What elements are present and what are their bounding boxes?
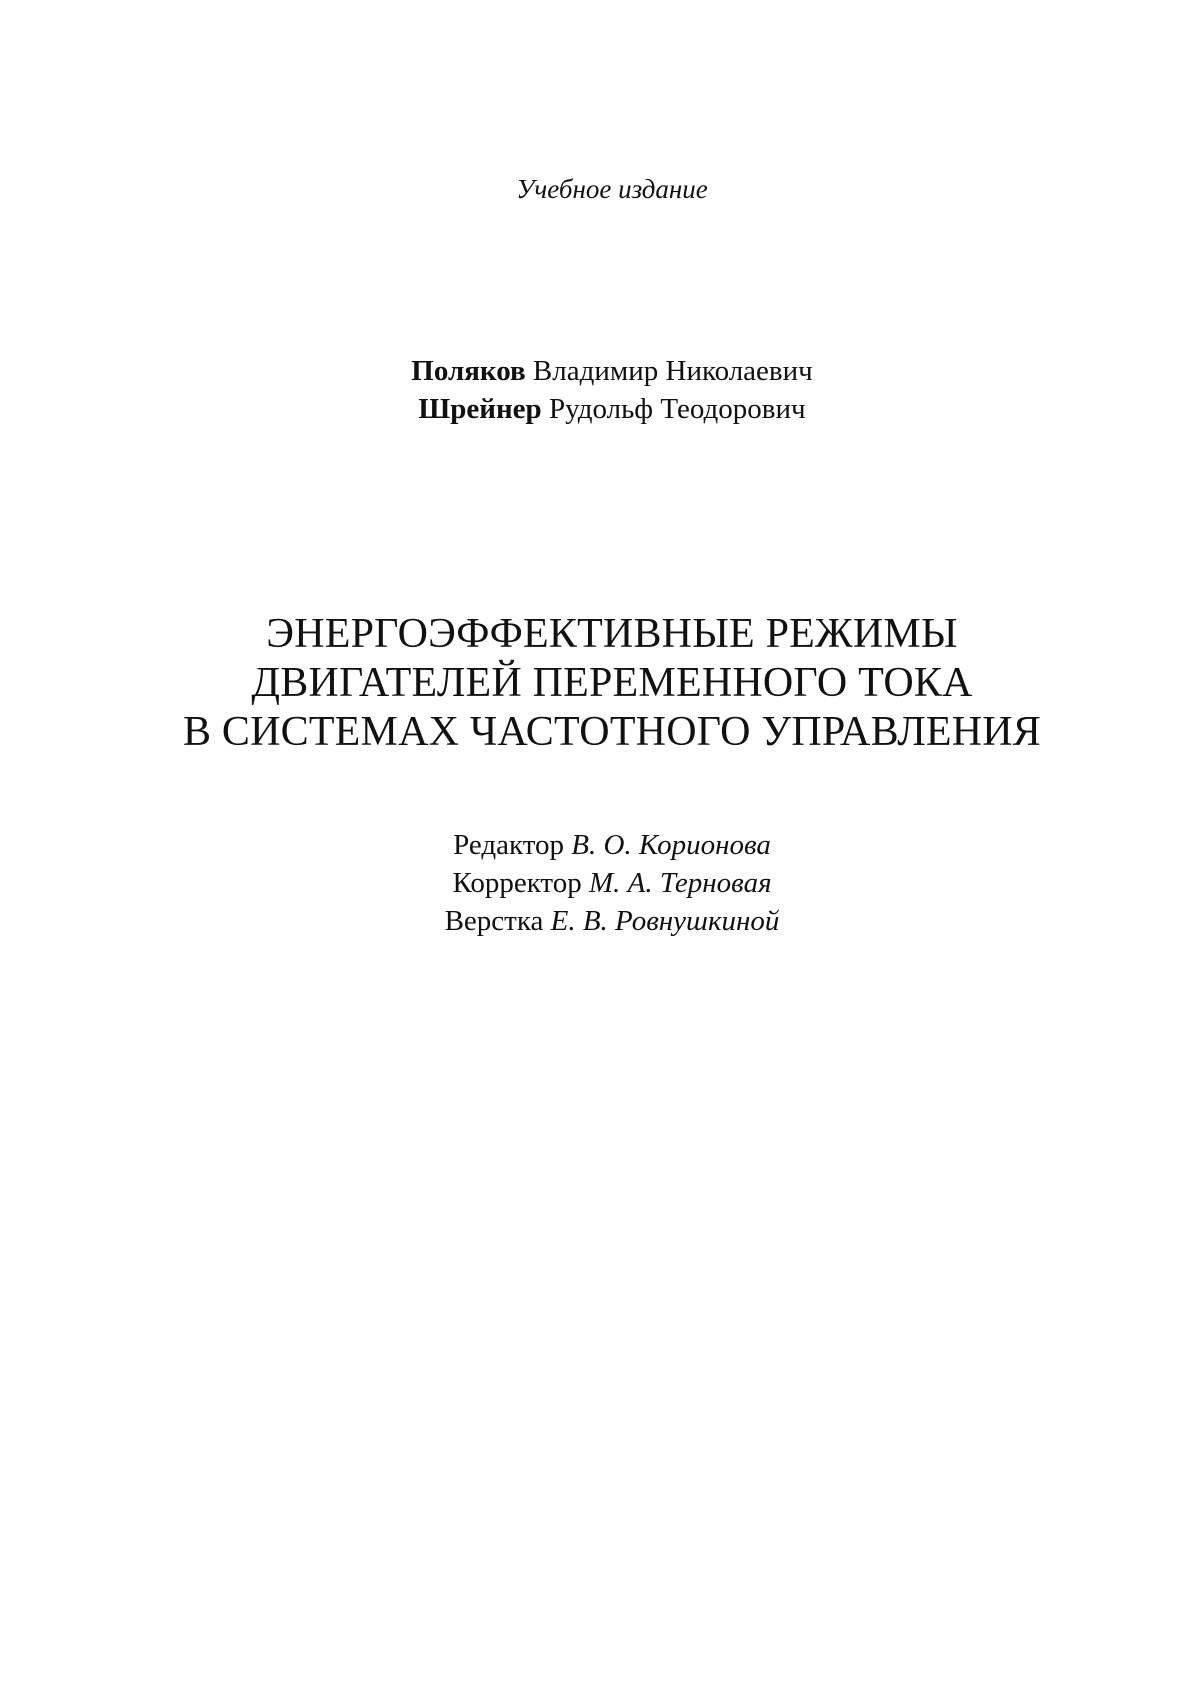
- author-given-names: Рудольф Теодорович: [548, 393, 806, 425]
- credit-name: Е. В. Ровнушкиной: [550, 905, 780, 937]
- credit-role: Корректор: [452, 867, 582, 899]
- author-surname: Шрейнер: [418, 393, 542, 425]
- authors-block: [0, 352, 1200, 428]
- edition-label: Учебное издание: [516, 174, 708, 204]
- author-surname: Поляков: [411, 355, 526, 387]
- credit-name: В. О. Корионова: [571, 829, 771, 861]
- author-given-names: Владимир Николаевич: [532, 355, 813, 387]
- title-line: ДВИГАТЕЛЕЙ ПЕРЕМЕННОГО ТОКА: [251, 660, 973, 706]
- book-title: [0, 610, 1200, 757]
- author-line: [0, 390, 1200, 428]
- credits-block: [0, 826, 1200, 940]
- credit-role: Редактор: [453, 829, 565, 861]
- credit-line-proofreader: [0, 864, 1200, 902]
- author-line: [0, 352, 1200, 390]
- credit-line-editor: [0, 826, 1200, 864]
- title-line: В СИСТЕМАХ ЧАСТОТНОГО УПРАВЛЕНИЯ: [182, 709, 1042, 755]
- credit-name: М. А. Терновая: [588, 867, 772, 899]
- title-line: ЭНЕРГОЭФФЕКТИВНЫЕ РЕЖИМЫ: [266, 611, 958, 657]
- credit-role: Верстка: [444, 905, 544, 937]
- credit-line-layout: [0, 902, 1200, 940]
